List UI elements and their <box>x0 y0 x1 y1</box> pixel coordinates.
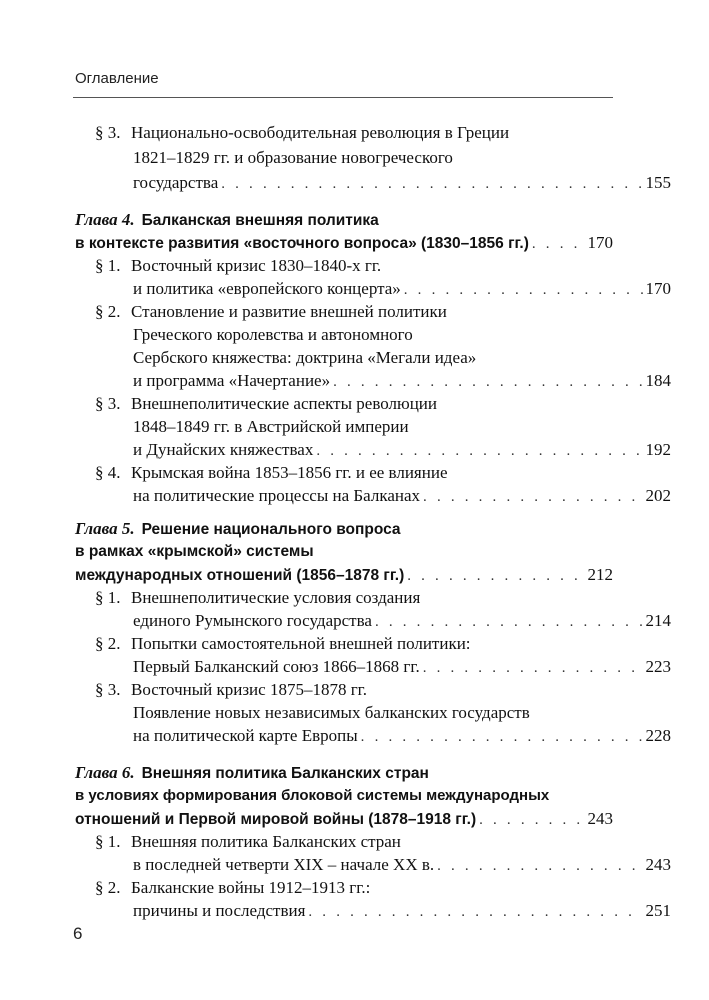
page-ref[interactable]: 243 <box>645 855 671 874</box>
toc-entry[interactable] <box>75 877 633 899</box>
section-number: § 1. <box>95 588 121 607</box>
toc-entry-line <box>75 324 671 346</box>
header-rule <box>73 97 613 98</box>
leader-dots <box>423 486 642 508</box>
toc-entry[interactable] <box>75 393 633 415</box>
section-number: § 4. <box>95 463 121 482</box>
leader-dots <box>375 611 643 633</box>
leader-dots <box>361 726 643 748</box>
toc-entry-title: Появление новых независимых балканских государств <box>133 703 530 722</box>
chapter-title: Балканская внешняя политика <box>141 212 379 229</box>
page-ref[interactable]: 155 <box>645 173 671 192</box>
chapter-title: международных отношений (1856–1878 гг.) <box>75 567 405 584</box>
toc-entry-line <box>75 900 671 922</box>
page-ref[interactable]: 223 <box>645 657 671 676</box>
toc-entry-line <box>75 416 671 438</box>
toc-entry-title: Внешнеполитические аспекты революции <box>131 394 437 413</box>
chapter-label: Глава 4. <box>75 210 135 229</box>
toc-entry-title: Национально-освободительная революция в Греции <box>131 123 510 142</box>
chapter-label: Глава 6. <box>75 763 135 782</box>
leader-dots <box>532 233 585 255</box>
toc-entry[interactable] <box>75 587 633 609</box>
toc-entry[interactable] <box>75 633 633 655</box>
page-ref[interactable]: 251 <box>645 901 671 920</box>
toc-entry-title: на политической карте Европы <box>133 726 358 745</box>
toc-entry-line <box>75 610 671 632</box>
toc-entry-line <box>75 370 671 392</box>
section-number: § 1. <box>95 832 121 851</box>
toc-entry-title: и политика «европейского концерта» <box>133 279 401 298</box>
toc-entry-title: Восточный кризис 1830–1840-х гг. <box>131 256 382 275</box>
chapter-4-heading[interactable] <box>75 209 613 231</box>
page-ref[interactable]: 212 <box>587 565 613 584</box>
toc-entry-line <box>75 278 671 300</box>
chapter-6-heading-line <box>75 785 613 807</box>
toc-entry-title: Становление и развитие внешней политики <box>131 302 447 321</box>
section-number: § 2. <box>95 634 121 653</box>
toc-entry-title: Первый Балканский союз 1866–1868 гг. <box>133 657 420 676</box>
toc-entry[interactable] <box>75 679 633 701</box>
toc-entry-title: на политические процессы на Балканах <box>133 486 421 505</box>
toc-entry-title: государства <box>133 173 219 192</box>
chapter-title: в условиях формирования блоковой системы международных <box>75 787 550 804</box>
toc-entry-title: Крымская война 1853–1856 гг. и ее влияние <box>131 463 448 482</box>
section-number: § 2. <box>95 302 121 321</box>
toc-entry-title: Внешнеполитические условия создания <box>131 588 421 607</box>
page-ref[interactable]: 192 <box>645 440 671 459</box>
toc-entry-line <box>75 702 671 724</box>
page-ref[interactable]: 214 <box>645 611 671 630</box>
page-ref[interactable]: 170 <box>645 279 671 298</box>
toc-entry-title: 1821–1829 гг. и образование новогреческого <box>133 148 453 167</box>
leader-dots <box>437 855 642 877</box>
chapter-title: Решение национального вопроса <box>141 521 401 538</box>
leader-dots <box>316 440 642 462</box>
section-number: § 3. <box>95 680 121 699</box>
section-number: § 3. <box>95 394 121 413</box>
toc-entry-title: причины и последствия <box>133 901 306 920</box>
chapter-title: в контексте развития «восточного вопроса» (1830–1856 гг.) <box>75 235 529 252</box>
chapter-6-heading[interactable] <box>75 762 613 784</box>
chapter-5-heading-line <box>75 541 613 563</box>
leader-dots <box>221 173 642 195</box>
chapter-title: в рамках «крымской» системы <box>75 543 314 560</box>
toc-entry-title: 1848–1849 гг. в Австрийской империи <box>133 417 409 436</box>
toc-entry[interactable] <box>75 301 633 323</box>
toc-entry-title: Попытки самостоятельной внешней политики: <box>131 634 471 653</box>
toc-entry-line <box>75 854 671 876</box>
toc-entry-title: и программа «Начертание» <box>133 371 331 390</box>
page-ref[interactable]: 202 <box>645 486 671 505</box>
toc-entry-title: Восточный кризис 1875–1878 гг. <box>131 680 367 699</box>
toc-entry[interactable] <box>75 831 633 853</box>
page-ref[interactable]: 228 <box>645 726 671 745</box>
chapter-4-heading-line <box>75 232 613 254</box>
leader-dots <box>308 901 642 923</box>
page-ref[interactable]: 170 <box>587 233 613 252</box>
toc-entry-title: Балканские войны 1912–1913 гг.: <box>131 878 371 897</box>
section-number: § 2. <box>95 878 121 897</box>
toc-entry-title: в последней четверти XIX – начале XX в. <box>133 855 435 874</box>
chapter-label: Глава 5. <box>75 519 135 538</box>
leader-dots <box>423 657 643 679</box>
leader-dots <box>407 565 584 587</box>
leader-dots <box>404 279 643 301</box>
toc-entry-title: Внешняя политика Балканских стран <box>131 832 401 851</box>
toc-entry[interactable] <box>75 255 633 277</box>
toc-entry-title: Греческого королевства и автономного <box>133 325 413 344</box>
toc-entry[interactable] <box>75 462 633 484</box>
section-number: § 1. <box>95 256 121 275</box>
toc-entry-line <box>75 347 671 369</box>
toc-entry-title: единого Румынского государства <box>133 611 372 630</box>
chapter-title: Внешняя политика Балканских стран <box>141 765 429 782</box>
running-header: Оглавление <box>75 70 159 87</box>
chapter-title: отношений и Первой мировой войны (1878–1918 гг.) <box>75 811 477 828</box>
leader-dots <box>333 371 642 393</box>
page-ref[interactable]: 184 <box>645 371 671 390</box>
chapter-6-heading-line <box>75 808 613 830</box>
toc-entry-line <box>75 485 671 507</box>
chapter-5-heading-line <box>75 564 613 586</box>
toc-entry-line <box>75 656 671 678</box>
page-number: 6 <box>73 924 83 943</box>
section-number: § 3. <box>95 123 121 142</box>
page-ref[interactable]: 243 <box>587 809 613 828</box>
leader-dots <box>479 809 584 831</box>
toc-entry-line <box>75 725 671 747</box>
chapter-5-heading[interactable] <box>75 518 613 540</box>
toc-entry-title: Сербского княжества: доктрина «Мегали идеа» <box>133 348 477 367</box>
toc-entry-greece[interactable] <box>75 122 633 144</box>
toc-entry-line <box>75 172 671 194</box>
toc-entry-line <box>75 147 671 169</box>
toc-entry-line <box>75 439 671 461</box>
toc-entry-title: и Дунайских княжествах <box>133 440 314 459</box>
